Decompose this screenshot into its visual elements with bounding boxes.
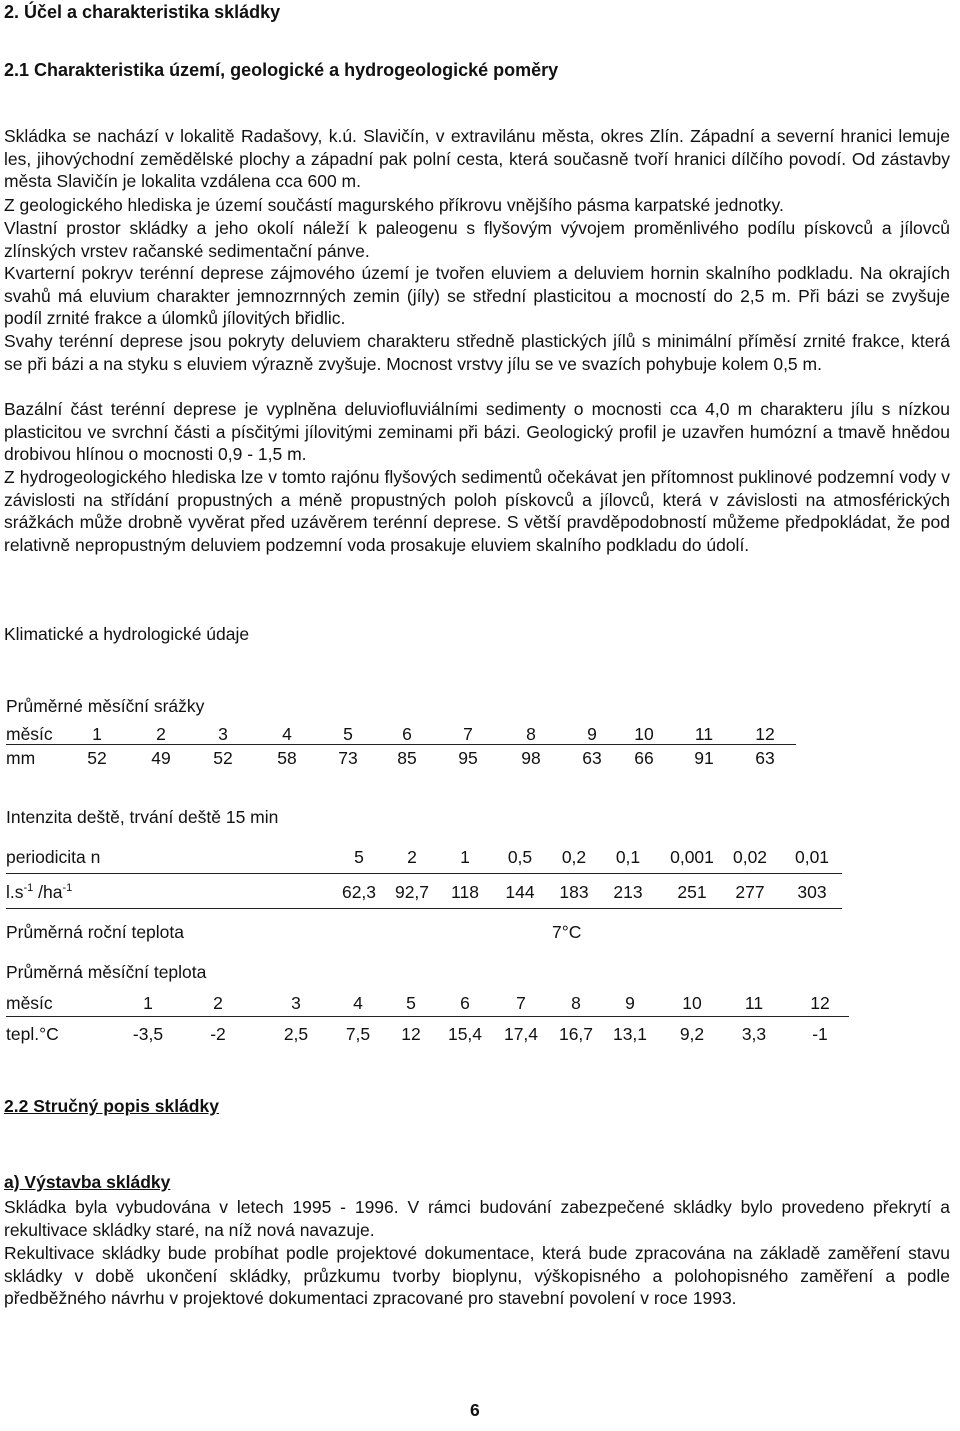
temp-value-cell: 3,3 <box>741 1024 767 1044</box>
temp-value-cell: 13,1 <box>612 1024 648 1044</box>
rain-periodicity-cell: 2 <box>407 847 417 867</box>
temp-value-cell: -1 <box>812 1024 828 1044</box>
rain-intensity-cell: 251 <box>677 882 707 902</box>
rain-intensity-cell: 118 <box>451 882 479 902</box>
rain-periodicity-cell: 0,1 <box>615 847 641 867</box>
precip-title: Průměrné měsíční srážky <box>6 696 205 716</box>
temp-month-cell: 10 <box>682 993 702 1013</box>
annual-temp-value: 7°C <box>552 922 582 942</box>
temp-value-cell: 9,2 <box>679 1024 705 1044</box>
temp-value-cell: 16,7 <box>558 1024 594 1044</box>
rain-periodicity-cell: 0,001 <box>670 847 714 867</box>
precip-mm-cell: 58 <box>277 748 297 768</box>
temp-value-cell: 2,5 <box>283 1024 309 1044</box>
temp-value-cell: 12 <box>401 1024 421 1044</box>
rain-periodicity-cell: 0,02 <box>732 847 768 867</box>
precip-mm-cell: 73 <box>338 748 358 768</box>
paragraph-recultivation: Rekultivace skládky bude probíhat podle projektové dokumentace, která bude zpracována na základě zaměření stavu skládky v době ukončení skládky, průzkumu tvorby bioplynu, výškopisného a polohopisného zaměření a podle předběžného návrhu v projektové dokumentaci zpracované pro stavební povolení v roce 1993. <box>4 1243 950 1309</box>
precip-month-cell: 5 <box>343 724 353 744</box>
precip-month-cell: 6 <box>402 724 412 744</box>
temp-month-cell: 9 <box>625 993 635 1013</box>
precip-mm-cell: 98 <box>521 748 541 768</box>
precip-mm-cell: 85 <box>397 748 417 768</box>
temp-value-cell: 17,4 <box>503 1024 539 1044</box>
precip-month-cell: 1 <box>92 724 102 744</box>
precip-row2-label: mm <box>6 748 36 768</box>
paragraph-construction: Skládka byla vybudována v letech 1995 - 1996. V rámci budování zabezpečené skládky bylo provedeno překrytí a rekultivace skládky staré, na níž nová navazuje. <box>4 1197 950 1240</box>
rain-divider <box>6 873 842 874</box>
rain-periodicity-cell: 0,2 <box>561 847 587 867</box>
section-heading: 2.1 Charakteristika území, geologické a hydrogeologické poměry <box>4 60 559 80</box>
rain-intensity-cell: 277 <box>735 882 765 902</box>
rain-divider-bottom <box>6 908 842 909</box>
temp-month-cell: 2 <box>213 993 223 1013</box>
temp-month-cell: 12 <box>810 993 830 1013</box>
rain-intensity-cell: 144 <box>505 882 535 902</box>
precip-mm-cell: 63 <box>582 748 602 768</box>
precip-month-cell: 10 <box>634 724 654 744</box>
precip-mm-cell: 95 <box>458 748 478 768</box>
precip-mm-cell: 63 <box>755 748 775 768</box>
rain-row1-label: periodicita n <box>6 847 101 867</box>
rain-row2-label: $l.s^{-1}$ $/ha^{-1}$ <box>6 882 73 902</box>
precip-month-cell: 7 <box>463 724 473 744</box>
paragraph-geology: Z geologického hlediska je území součástí magurského příkrovu vnějšího pásma karpatské jednotky. <box>4 195 784 215</box>
paragraph-basal: Bazální část terénní deprese je vyplněna deluviofluviálními sedimenty o mocnosti cca 4,0 m charakteru jílu s nízkou plasticitou ve svrchní části a písčitými jílovitými zeminami při bázi. Geologický profil je uzavřen humózní a tmavě hnědou drobivou hlínou o mocnosti 0,9 - 1,5 m. <box>4 399 950 465</box>
precip-month-cell: 9 <box>587 724 597 744</box>
annual-temp-label: Průměrná roční teplota <box>6 922 185 942</box>
precip-divider <box>6 744 796 745</box>
precip-month-cell: 12 <box>755 724 775 744</box>
rain-intensity-cell: 62,3 <box>341 882 377 902</box>
rain-periodicity-cell: 1 <box>460 847 470 867</box>
temp-month-cell: 6 <box>460 993 470 1013</box>
temp-divider <box>6 1016 849 1017</box>
climate-heading: Klimatické a hydrologické údaje <box>4 624 250 644</box>
precip-mm-cell: 91 <box>694 748 714 768</box>
rain-periodicity-cell: 0,5 <box>507 847 533 867</box>
rain-intensity-cell: 183 <box>559 882 589 902</box>
temp-value-cell: 15,4 <box>447 1024 483 1044</box>
precip-month-cell: 4 <box>282 724 292 744</box>
temp-row1-label: měsíc <box>6 993 53 1013</box>
rain-title: Intenzita deště, trvání deště 15 min <box>6 807 279 827</box>
temp-month-cell: 4 <box>353 993 363 1013</box>
temp-value-cell: -3,5 <box>132 1024 164 1044</box>
rain-periodicity-cell: 5 <box>354 847 364 867</box>
rain-intensity-cell: 303 <box>797 882 827 902</box>
rain-intensity-cell: 213 <box>613 882 643 902</box>
precip-row1-label: měsíc <box>6 724 53 744</box>
rain-periodicity-cell: 0,01 <box>794 847 830 867</box>
rain-intensity-cell: 92,7 <box>394 882 430 902</box>
temp-value-cell: -2 <box>210 1024 226 1044</box>
paragraph-paleogene: Vlastní prostor skládky a jeho okolí náleží k paleogenu s flyšovým vývojem proměnlivého podílu pískovců a jílovců zlínských vrstev račanské sedimentační pánve. <box>4 218 950 261</box>
temp-row2-label: tepl.°C <box>6 1024 59 1044</box>
temp-value-cell: 7,5 <box>345 1024 371 1044</box>
temp-month-cell: 5 <box>406 993 416 1013</box>
precip-mm-cell: 52 <box>213 748 233 768</box>
paragraph-hydrogeology: Z hydrogeologického hlediska lze v tomto rajónu flyšových sedimentů očekávat jen přítomnost puklinové podzemní vody v závislosti na střídání propustných a méně propustných poloh pískovců a jílovců, která v závislosti na atmosférických srážkách může drobně vyvěrat před uzávěrem terénní deprese. S větší pravděpodobností můžeme předpokládat, že pod relativně nepropustným deluviem podzemní voda prosakuje eluviem skalního podkladu do údolí. <box>4 467 950 555</box>
page-number: 6 <box>470 1400 480 1420</box>
temp-month-cell: 8 <box>571 993 581 1013</box>
section-a-heading: a) Výstavba skládky <box>4 1172 171 1192</box>
precip-month-cell: 3 <box>218 724 228 744</box>
chapter-heading: 2. Účel a charakteristika skládky <box>4 2 281 22</box>
precip-month-cell: 2 <box>156 724 166 744</box>
monthly-temp-title: Průměrná měsíční teplota <box>6 962 207 982</box>
paragraph-location: Skládka se nachází v lokalitě Radašovy, k.ú. Slavičín, v extravilánu města, okres Zlín. Západní a severní hranici lemuje les, jihovýchodní zemědělské plochy a západní pak polní cesta, která současně tvoří hranici dílčího povodí. Od zástavby města Slavičín je lokalita vzdálena cca 600 m. <box>4 126 950 192</box>
precip-mm-cell: 49 <box>151 748 171 768</box>
temp-month-cell: 3 <box>291 993 301 1013</box>
precip-mm-cell: 52 <box>87 748 107 768</box>
precip-month-cell: 8 <box>526 724 536 744</box>
temp-month-cell: 7 <box>516 993 526 1013</box>
section-22-heading: 2.2 Stručný popis skládky <box>4 1096 219 1116</box>
paragraph-slopes: Svahy terénní deprese jsou pokryty deluviem charakteru středně plastických jílů s minimální příměsí zrnité frakce, která se při bázi a na styku s eluviem výrazně zvyšuje. Mocnost vrstvy jílu se ve svazích pohybuje kolem 0,5 m. <box>4 331 950 374</box>
paragraph-quaternary: Kvarterní pokryv terénní deprese zájmového území je tvořen eluviem a deluviem hornin skalního podkladu. Na okrajích svahů má eluvium charakter jemnozrnných zemin (jíly) se střední plasticitou a mocností do 2,5 m. Při bázi se zvyšuje podíl zrnité frakce a úlomků jílovitých břidlic. <box>4 263 950 329</box>
precip-mm-cell: 66 <box>634 748 654 768</box>
temp-month-cell: 11 <box>744 993 764 1013</box>
temp-month-cell: 1 <box>143 993 153 1013</box>
precip-month-cell: 11 <box>694 724 714 744</box>
